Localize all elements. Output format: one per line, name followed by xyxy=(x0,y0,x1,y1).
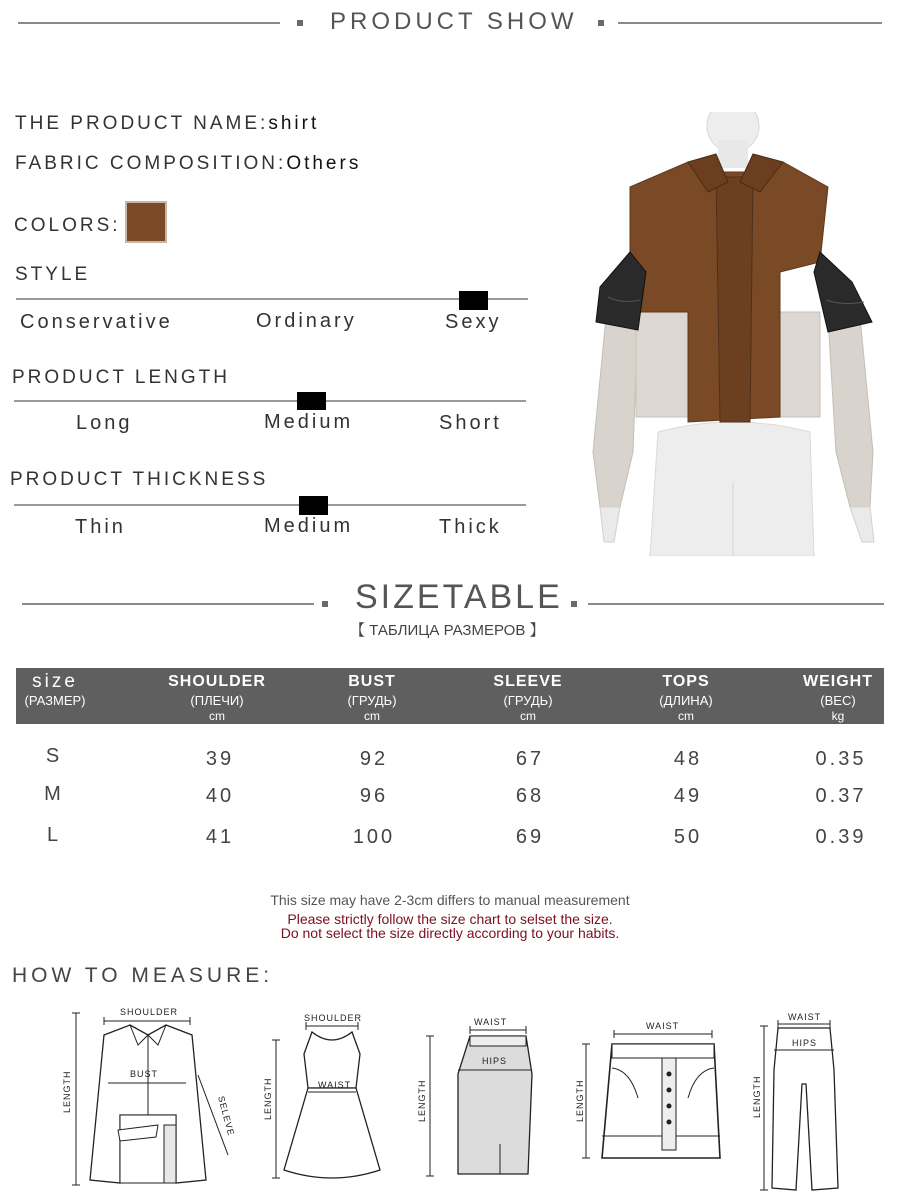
cell-weight: 0.35 xyxy=(815,748,867,770)
cell-shoulder: 39 xyxy=(205,748,235,770)
shorts-waist-label: WAIST xyxy=(646,1021,680,1031)
col-size-name: size xyxy=(32,671,78,692)
style-scale-line xyxy=(16,298,528,300)
col-bust-ru: (ГРУДЬ) xyxy=(347,693,397,708)
col-tops xyxy=(636,668,736,724)
sizetable-dot-left xyxy=(322,601,328,607)
color-swatch-brown[interactable] xyxy=(125,201,167,243)
cell-shoulder: 41 xyxy=(205,826,235,848)
col-sleeve-ru: (ГРУДЬ) xyxy=(503,693,553,708)
col-size xyxy=(16,668,94,724)
product-name-value: shirt xyxy=(268,113,320,134)
cell-bust: 96 xyxy=(359,785,389,807)
length-option-long: Long xyxy=(76,412,133,434)
style-marker xyxy=(459,291,488,310)
product-photo xyxy=(588,112,884,556)
col-sleeve-unit: cm xyxy=(520,709,536,723)
thickness-option-thin: Thin xyxy=(75,516,126,538)
col-size-ru: (РАЗМЕР) xyxy=(24,693,86,708)
jacket-shoulder-label: SHOULDER xyxy=(120,1007,179,1017)
dress-diagram xyxy=(260,1010,390,1192)
left-grey-panel xyxy=(636,312,688,417)
col-shoulder-ru: (ПЛЕЧИ) xyxy=(190,693,244,708)
style-option-sexy: Sexy xyxy=(445,311,502,333)
length-option-short: Short xyxy=(439,412,502,434)
skirt-diagram xyxy=(414,1014,544,1190)
length-option-medium: Medium xyxy=(264,411,354,433)
pants-waist-label: WAIST xyxy=(788,1012,822,1022)
thickness-title: PRODUCT THICKNESS xyxy=(10,469,269,490)
col-shoulder xyxy=(146,668,288,724)
cell-size: S xyxy=(45,745,63,767)
thickness-option-medium: Medium xyxy=(264,515,354,537)
sizetable-dot-right xyxy=(571,601,577,607)
jacket-diagram xyxy=(58,1005,238,1195)
col-sleeve xyxy=(478,668,578,724)
cell-bust: 100 xyxy=(352,826,396,848)
col-weight-unit: kg xyxy=(831,709,845,723)
col-shoulder-unit: cm xyxy=(209,709,225,723)
brown-placket xyxy=(716,177,753,422)
header-title: PRODUCT SHOW xyxy=(330,8,578,35)
cell-size: L xyxy=(46,824,62,846)
pants-diagram xyxy=(750,1010,850,1196)
shorts-diagram xyxy=(574,1018,734,1173)
col-weight-ru: (ВЕС) xyxy=(820,693,856,708)
col-tops-ru: (ДЛИНА) xyxy=(659,693,713,708)
header-dot-left xyxy=(297,20,303,26)
colors-label: COLORS: xyxy=(14,215,121,236)
cell-weight: 0.39 xyxy=(815,826,867,848)
note-habits: Do not select the size directly according to your habits. xyxy=(280,925,620,941)
cell-size: M xyxy=(44,783,64,805)
sizetable-rule-right xyxy=(588,603,884,605)
how-to-measure-title: HOW TO MEASURE: xyxy=(12,964,274,987)
style-option-conservative: Conservative xyxy=(20,311,173,333)
cell-sleeve: 67 xyxy=(515,748,545,770)
mannequin-neck xyxy=(718,140,748,168)
product-name-row xyxy=(15,113,319,135)
jacket-bust-label: BUST xyxy=(130,1069,159,1079)
pants-hips-label: HIPS xyxy=(792,1038,818,1048)
style-title: STYLE xyxy=(15,264,91,285)
header-rule-left xyxy=(18,22,280,24)
size-table-header xyxy=(16,668,884,724)
dress-length-label: LENGTH xyxy=(263,1077,273,1120)
cell-shoulder: 40 xyxy=(205,785,235,807)
fabric-label: FABRIC COMPOSITION: xyxy=(15,153,287,174)
skirt-length-label: LENGTH xyxy=(417,1079,427,1122)
col-weight xyxy=(788,668,888,724)
col-bust-name: BUST xyxy=(348,673,396,690)
col-tops-name: TOPS xyxy=(662,673,710,690)
dress-shoulder-label: SHOULDER xyxy=(304,1013,363,1023)
skirt-hips-label: HIPS xyxy=(482,1056,508,1066)
sizetable-rule-left xyxy=(22,603,314,605)
col-weight-name: WEIGHT xyxy=(803,673,873,690)
note-follow-chart: Please strictly follow the size chart to selset the size. xyxy=(287,911,613,927)
cell-weight: 0.37 xyxy=(815,785,867,807)
pants-length-label: LENGTH xyxy=(752,1075,762,1118)
dress-waist-label: WAIST xyxy=(318,1080,352,1090)
right-grey-panel xyxy=(780,312,820,417)
header-dot-right xyxy=(598,20,604,26)
cell-sleeve: 69 xyxy=(515,826,545,848)
length-marker xyxy=(297,392,326,410)
col-bust xyxy=(322,668,422,724)
length-scale-line xyxy=(14,400,526,402)
col-tops-unit: cm xyxy=(678,709,694,723)
col-sleeve-name: SLEEVE xyxy=(493,673,563,690)
fabric-value: Others xyxy=(286,153,362,174)
shorts-length-label: LENGTH xyxy=(575,1079,585,1122)
cell-tops: 49 xyxy=(673,785,703,807)
cell-tops: 48 xyxy=(673,748,703,770)
mannequin-hips xyxy=(650,422,814,556)
thickness-scale-line xyxy=(14,504,526,506)
style-option-ordinary: Ordinary xyxy=(256,310,357,332)
thickness-marker xyxy=(299,496,328,515)
jacket-sleeve-label: SELEVE xyxy=(216,1094,237,1138)
cell-tops: 50 xyxy=(673,826,703,848)
note-measurement: This size may have 2-3cm differs to manual measurement xyxy=(270,892,630,908)
cell-bust: 92 xyxy=(359,748,389,770)
skirt-waist-label: WAIST xyxy=(474,1017,508,1027)
fabric-row xyxy=(15,153,361,175)
length-title: PRODUCT LENGTH xyxy=(12,367,230,388)
col-bust-unit: cm xyxy=(364,709,380,723)
product-name-label: THE PRODUCT NAME: xyxy=(15,113,269,134)
col-shoulder-name: SHOULDER xyxy=(168,673,266,690)
cell-sleeve: 68 xyxy=(515,785,545,807)
jacket-length-label: LENGTH xyxy=(62,1070,72,1113)
header-rule-right xyxy=(618,22,882,24)
thickness-option-thick: Thick xyxy=(439,516,502,538)
sizetable-subtitle: 【 ТАБЛИЦА РАЗМЕРОВ 】 xyxy=(350,622,545,639)
sizetable-title: SIZETABLE xyxy=(355,578,563,616)
